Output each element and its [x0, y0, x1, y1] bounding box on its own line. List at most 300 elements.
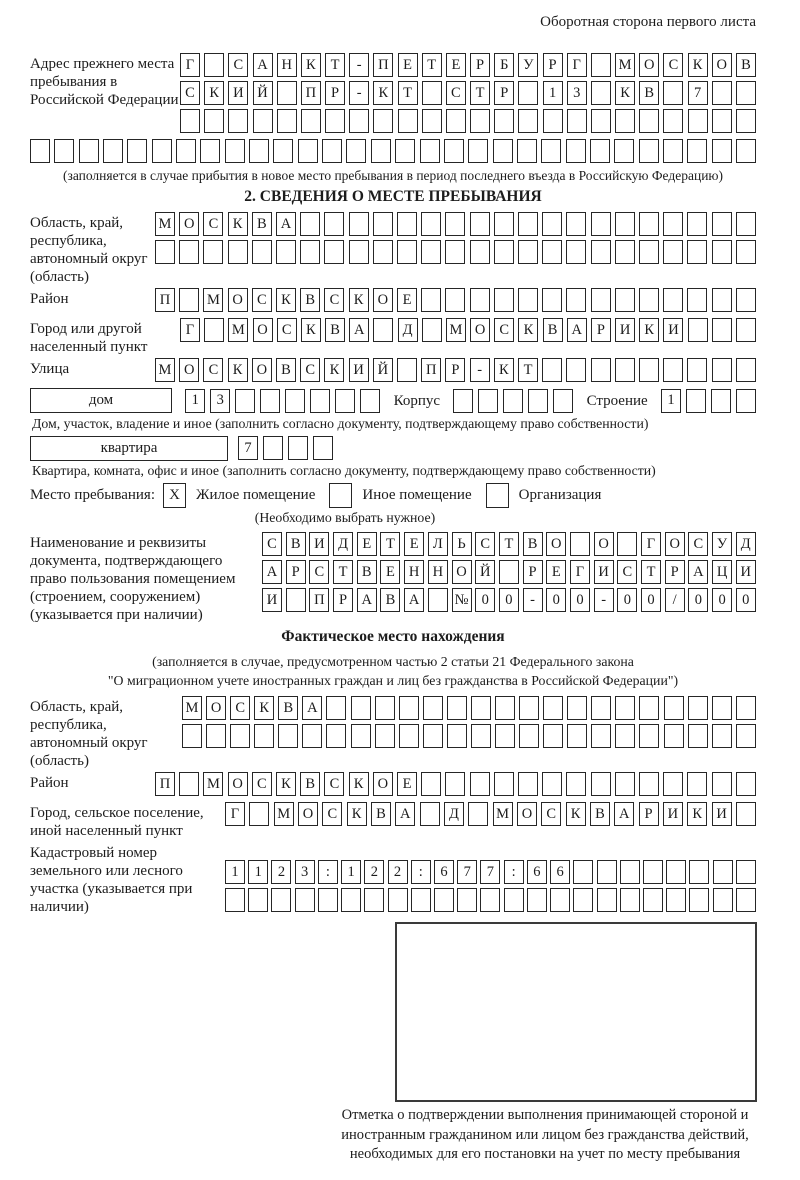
char-cell: С [180, 81, 200, 105]
char-cell: 1 [543, 81, 563, 105]
char-cell [663, 139, 683, 163]
char-cell [712, 288, 732, 312]
char-cell [566, 358, 586, 382]
char-cell: К [518, 318, 538, 342]
char-cell: О [228, 288, 248, 312]
char-cell [712, 724, 732, 748]
char-cell [494, 240, 514, 264]
char-cell: Е [446, 53, 466, 77]
char-cell: В [380, 588, 400, 612]
char-cell [663, 109, 683, 133]
char-cell: И [262, 588, 282, 612]
apartment-note: Квартира, комната, офис и иное (заполнить согласно документу, подтверждающему право собственности) [32, 463, 656, 478]
char-cell [249, 802, 269, 826]
char-cell: С [309, 560, 329, 584]
stay-option-other-label: Иное помещение [362, 487, 472, 503]
char-cell: О [253, 318, 273, 342]
char-cell: В [325, 318, 345, 342]
char-cell: А [253, 53, 273, 77]
char-cell [253, 109, 273, 133]
char-cell: В [300, 772, 320, 796]
char-cell [444, 139, 464, 163]
char-cell [204, 109, 224, 133]
char-cell: 1 [248, 860, 268, 884]
char-cell [470, 109, 490, 133]
char-cell: М [274, 802, 294, 826]
char-cell [528, 389, 548, 413]
char-cell: И [712, 802, 732, 826]
char-cell: В [252, 212, 272, 236]
char-cell [206, 724, 226, 748]
char-cell [420, 802, 440, 826]
char-cell: Е [397, 288, 417, 312]
char-cell: - [470, 358, 490, 382]
char-cell [228, 240, 248, 264]
char-cell [542, 358, 562, 382]
char-cell: П [155, 288, 175, 312]
char-cell [341, 888, 361, 912]
char-cell: А [567, 318, 587, 342]
char-cell [428, 588, 448, 612]
district-row [155, 288, 756, 312]
char-cell [639, 212, 659, 236]
stay-option-other-checkbox [329, 483, 352, 508]
char-cell [235, 389, 255, 413]
char-cell [446, 109, 466, 133]
document-label: Наименование и реквизиты документа, подтверждающего право пользования помещением (строением, сооружением) (указывается при наличии) [30, 535, 236, 623]
char-cell [375, 696, 395, 720]
char-cell: О [252, 358, 272, 382]
char-cell: : [411, 860, 431, 884]
char-cell [688, 696, 708, 720]
char-cell: И [736, 560, 756, 584]
char-cell [712, 212, 732, 236]
char-cell [591, 358, 611, 382]
char-cell: П [301, 81, 321, 105]
char-cell [127, 139, 147, 163]
char-cell [351, 724, 371, 748]
char-cell: В [543, 318, 563, 342]
char-cell: М [228, 318, 248, 342]
char-cell [155, 240, 175, 264]
char-cell [663, 240, 683, 264]
char-cell: И [309, 532, 329, 556]
char-cell [423, 724, 443, 748]
char-cell: С [446, 81, 466, 105]
stay-type-label: Место пребывания: [30, 487, 155, 503]
char-cell [179, 240, 199, 264]
char-cell: Е [357, 532, 377, 556]
char-cell [666, 860, 686, 884]
char-cell: У [712, 532, 732, 556]
char-cell [478, 389, 498, 413]
char-cell [687, 139, 707, 163]
char-cell [518, 772, 538, 796]
char-cell [567, 109, 587, 133]
char-cell: О [546, 532, 566, 556]
cadastral-row-2 [225, 888, 756, 912]
char-cell: 2 [271, 860, 291, 884]
char-cell: 1 [661, 389, 681, 413]
char-cell [373, 212, 393, 236]
char-cell: 0 [712, 588, 732, 612]
actual-region-label: Область, край, республика, автономный округ (область) [30, 699, 148, 769]
char-cell [228, 109, 248, 133]
char-cell [277, 81, 297, 105]
char-cell: Р [494, 81, 514, 105]
char-cell [542, 240, 562, 264]
prev-address-note: (заполняется в случае прибытия в новое место пребывания в период последнего въезда в Российскую Федерацию) [62, 168, 724, 183]
document-block [30, 532, 756, 624]
char-cell: М [155, 212, 175, 236]
char-cell [445, 240, 465, 264]
char-cell [517, 139, 537, 163]
char-cell [713, 888, 733, 912]
char-cell [566, 240, 586, 264]
char-cell [736, 724, 756, 748]
char-cell [300, 240, 320, 264]
char-cell [573, 888, 593, 912]
char-cell [687, 212, 707, 236]
char-cell [541, 139, 561, 163]
char-cell: А [614, 802, 634, 826]
char-cell [639, 724, 659, 748]
char-cell: 2 [388, 860, 408, 884]
stroenie-cells [661, 389, 756, 413]
char-cell [313, 436, 333, 460]
char-cell: Т [380, 532, 400, 556]
char-cell [375, 724, 395, 748]
char-cell [663, 288, 683, 312]
char-cell [712, 772, 732, 796]
char-cell [302, 724, 322, 748]
char-cell [591, 53, 611, 77]
char-cell [567, 724, 587, 748]
char-cell: П [155, 772, 175, 796]
char-cell: С [688, 532, 708, 556]
actual-location-title: Фактическое место нахождения [281, 628, 505, 645]
city-label: Город или другой населенный пункт [30, 321, 148, 355]
char-cell [54, 139, 74, 163]
char-cell [422, 81, 442, 105]
char-cell [326, 724, 346, 748]
char-cell [736, 212, 756, 236]
char-cell: М [182, 696, 202, 720]
char-cell [639, 358, 659, 382]
char-cell: М [203, 288, 223, 312]
char-cell [301, 109, 321, 133]
char-cell [736, 139, 756, 163]
char-cell [399, 724, 419, 748]
region-grid [155, 212, 756, 268]
char-cell: Р [543, 53, 563, 77]
char-cell [399, 696, 419, 720]
char-cell [260, 389, 280, 413]
char-cell [639, 696, 659, 720]
char-cell [499, 560, 519, 584]
char-cell [447, 696, 467, 720]
char-cell [712, 109, 732, 133]
char-cell: Ц [712, 560, 732, 584]
char-cell [318, 888, 338, 912]
char-cell: В [300, 288, 320, 312]
char-cell: С [262, 532, 282, 556]
char-cell [639, 288, 659, 312]
char-cell: К [228, 358, 248, 382]
char-cell [663, 772, 683, 796]
char-cell [225, 888, 245, 912]
char-cell: 2 [364, 860, 384, 884]
char-cell: Е [404, 532, 424, 556]
char-cell: М [155, 358, 175, 382]
char-cell [349, 240, 369, 264]
char-cell [615, 772, 635, 796]
actual-region-row-1 [182, 696, 756, 720]
char-cell [712, 81, 732, 105]
char-cell [597, 888, 617, 912]
char-cell [495, 724, 515, 748]
char-cell [278, 724, 298, 748]
char-cell [687, 240, 707, 264]
char-cell [79, 139, 99, 163]
char-cell [445, 212, 465, 236]
char-cell: К [494, 358, 514, 382]
char-cell: О [517, 802, 537, 826]
char-cell [688, 724, 708, 748]
char-cell [423, 696, 443, 720]
char-cell [495, 696, 515, 720]
char-cell: Р [639, 802, 659, 826]
char-cell [550, 888, 570, 912]
char-cell: О [206, 696, 226, 720]
apartment-block [30, 436, 756, 461]
char-cell: О [452, 560, 472, 584]
char-cell: А [357, 588, 377, 612]
char-cell [397, 240, 417, 264]
prev-address-row-4 [30, 139, 756, 163]
confirmation-stamp-box [395, 922, 757, 1102]
char-cell: С [541, 802, 561, 826]
char-cell [615, 696, 635, 720]
char-cell: О [179, 212, 199, 236]
char-cell: В [276, 358, 296, 382]
actual-district-row [155, 772, 756, 796]
char-cell [470, 240, 490, 264]
char-cell: В [371, 802, 391, 826]
char-cell: К [301, 318, 321, 342]
char-cell [566, 212, 586, 236]
char-cell [494, 288, 514, 312]
char-cell [360, 389, 380, 413]
char-cell: Г [641, 532, 661, 556]
char-cell: Т [333, 560, 353, 584]
char-cell [663, 81, 683, 105]
char-cell [712, 139, 732, 163]
char-cell: О [373, 288, 393, 312]
char-cell [468, 802, 488, 826]
char-cell: 0 [617, 588, 637, 612]
char-cell: О [298, 802, 318, 826]
char-cell: Г [567, 53, 587, 77]
char-cell: С [475, 532, 495, 556]
char-cell: Й [475, 560, 495, 584]
char-cell [179, 288, 199, 312]
char-cell: М [446, 318, 466, 342]
char-cell: К [349, 772, 369, 796]
char-cell: Е [546, 560, 566, 584]
char-cell [617, 532, 637, 556]
char-cell: И [594, 560, 614, 584]
char-cell: А [688, 560, 708, 584]
char-cell: Д [444, 802, 464, 826]
char-cell [566, 288, 586, 312]
char-cell [736, 240, 756, 264]
char-cell [620, 860, 640, 884]
char-cell [689, 860, 709, 884]
char-cell: Д [333, 532, 353, 556]
stay-option-organization-label: Организация [518, 487, 602, 503]
char-cell [736, 888, 756, 912]
stay-option-organization-checkbox [486, 483, 509, 508]
char-cell [591, 109, 611, 133]
char-cell: С [300, 358, 320, 382]
char-cell [494, 212, 514, 236]
char-cell: В [590, 802, 610, 826]
char-cell: 1 [341, 860, 361, 884]
cadastral-block [30, 842, 756, 916]
char-cell: И [349, 358, 369, 382]
section2-title: 2. СВЕДЕНИЯ О МЕСТЕ ПРЕБЫВАНИЯ [244, 188, 542, 205]
char-cell [285, 389, 305, 413]
char-cell [422, 109, 442, 133]
char-cell [310, 389, 330, 413]
char-cell [566, 139, 586, 163]
char-cell [736, 802, 756, 826]
char-cell [447, 724, 467, 748]
char-cell [686, 389, 706, 413]
actual-city-block [30, 802, 756, 840]
char-cell [570, 532, 590, 556]
char-cell [553, 389, 573, 413]
document-row-3 [262, 588, 756, 612]
char-cell: Ь [452, 532, 472, 556]
char-cell [663, 212, 683, 236]
char-cell [736, 81, 756, 105]
district-block [30, 288, 756, 316]
char-cell [152, 139, 172, 163]
char-cell: / [665, 588, 685, 612]
char-cell [712, 358, 732, 382]
char-cell: 3 [210, 389, 230, 413]
char-cell [103, 139, 123, 163]
char-cell [421, 288, 441, 312]
char-cell [543, 109, 563, 133]
char-cell [277, 109, 297, 133]
char-cell: В [639, 81, 659, 105]
prev-address-label: Адрес прежнего места пребывания в Российской Федерации [30, 56, 179, 108]
char-cell: О [665, 532, 685, 556]
char-cell: Р [470, 53, 490, 77]
char-cell: 7 [238, 436, 258, 460]
char-cell: С [322, 802, 342, 826]
char-cell [639, 109, 659, 133]
char-cell: Д [736, 532, 756, 556]
char-cell [542, 772, 562, 796]
char-cell [590, 139, 610, 163]
char-cell [470, 772, 490, 796]
char-cell: О [373, 772, 393, 796]
char-cell [200, 139, 220, 163]
prev-address-grid [180, 53, 756, 137]
prev-address-block [30, 53, 756, 137]
actual-city-label: Город, сельское поселение, иной населенный пункт [30, 805, 204, 839]
char-cell [573, 860, 593, 884]
char-cell: Р [286, 560, 306, 584]
char-cell: 7 [457, 860, 477, 884]
char-cell: С [663, 53, 683, 77]
char-cell [620, 888, 640, 912]
char-cell: А [302, 696, 322, 720]
actual-district-block [30, 772, 756, 800]
char-cell [639, 772, 659, 796]
char-cell: С [230, 696, 250, 720]
char-cell [398, 109, 418, 133]
actual-district-label: Район [30, 775, 69, 791]
char-cell: С [228, 53, 248, 77]
char-cell [349, 109, 369, 133]
char-cell: С [324, 288, 344, 312]
char-cell: : [504, 860, 524, 884]
char-cell [445, 288, 465, 312]
char-cell: Р [325, 81, 345, 105]
char-cell [503, 389, 523, 413]
char-cell [335, 389, 355, 413]
char-cell: Р [333, 588, 353, 612]
char-cell [179, 772, 199, 796]
char-cell: К [276, 288, 296, 312]
char-cell [445, 772, 465, 796]
char-cell: 0 [688, 588, 708, 612]
char-cell [295, 888, 315, 912]
char-cell: Р [523, 560, 543, 584]
char-cell [324, 240, 344, 264]
apartment-cells [238, 436, 333, 460]
char-cell [543, 724, 563, 748]
char-cell [397, 358, 417, 382]
char-cell [349, 212, 369, 236]
actual-location-note-line1: (заполняется в случае, предусмотренном частью 2 статьи 21 Федерального закона [152, 654, 634, 669]
cadastral-grid [225, 842, 756, 916]
char-cell [373, 240, 393, 264]
actual-location-note-line2: "О миграционном учете иностранных граждан и лиц без гражданства в Российской Федерации") [107, 673, 679, 688]
char-cell [527, 888, 547, 912]
char-cell: Р [445, 358, 465, 382]
apartment-box: квартира [30, 436, 228, 461]
char-cell: А [262, 560, 282, 584]
char-cell [397, 212, 417, 236]
char-cell: К [615, 81, 635, 105]
char-cell: 0 [641, 588, 661, 612]
char-cell [249, 139, 269, 163]
char-cell [395, 139, 415, 163]
char-cell: В [523, 532, 543, 556]
char-cell: Т [499, 532, 519, 556]
char-cell [364, 888, 384, 912]
house-block [30, 388, 756, 413]
char-cell: 0 [475, 588, 495, 612]
char-cell [468, 139, 488, 163]
char-cell: К [301, 53, 321, 77]
